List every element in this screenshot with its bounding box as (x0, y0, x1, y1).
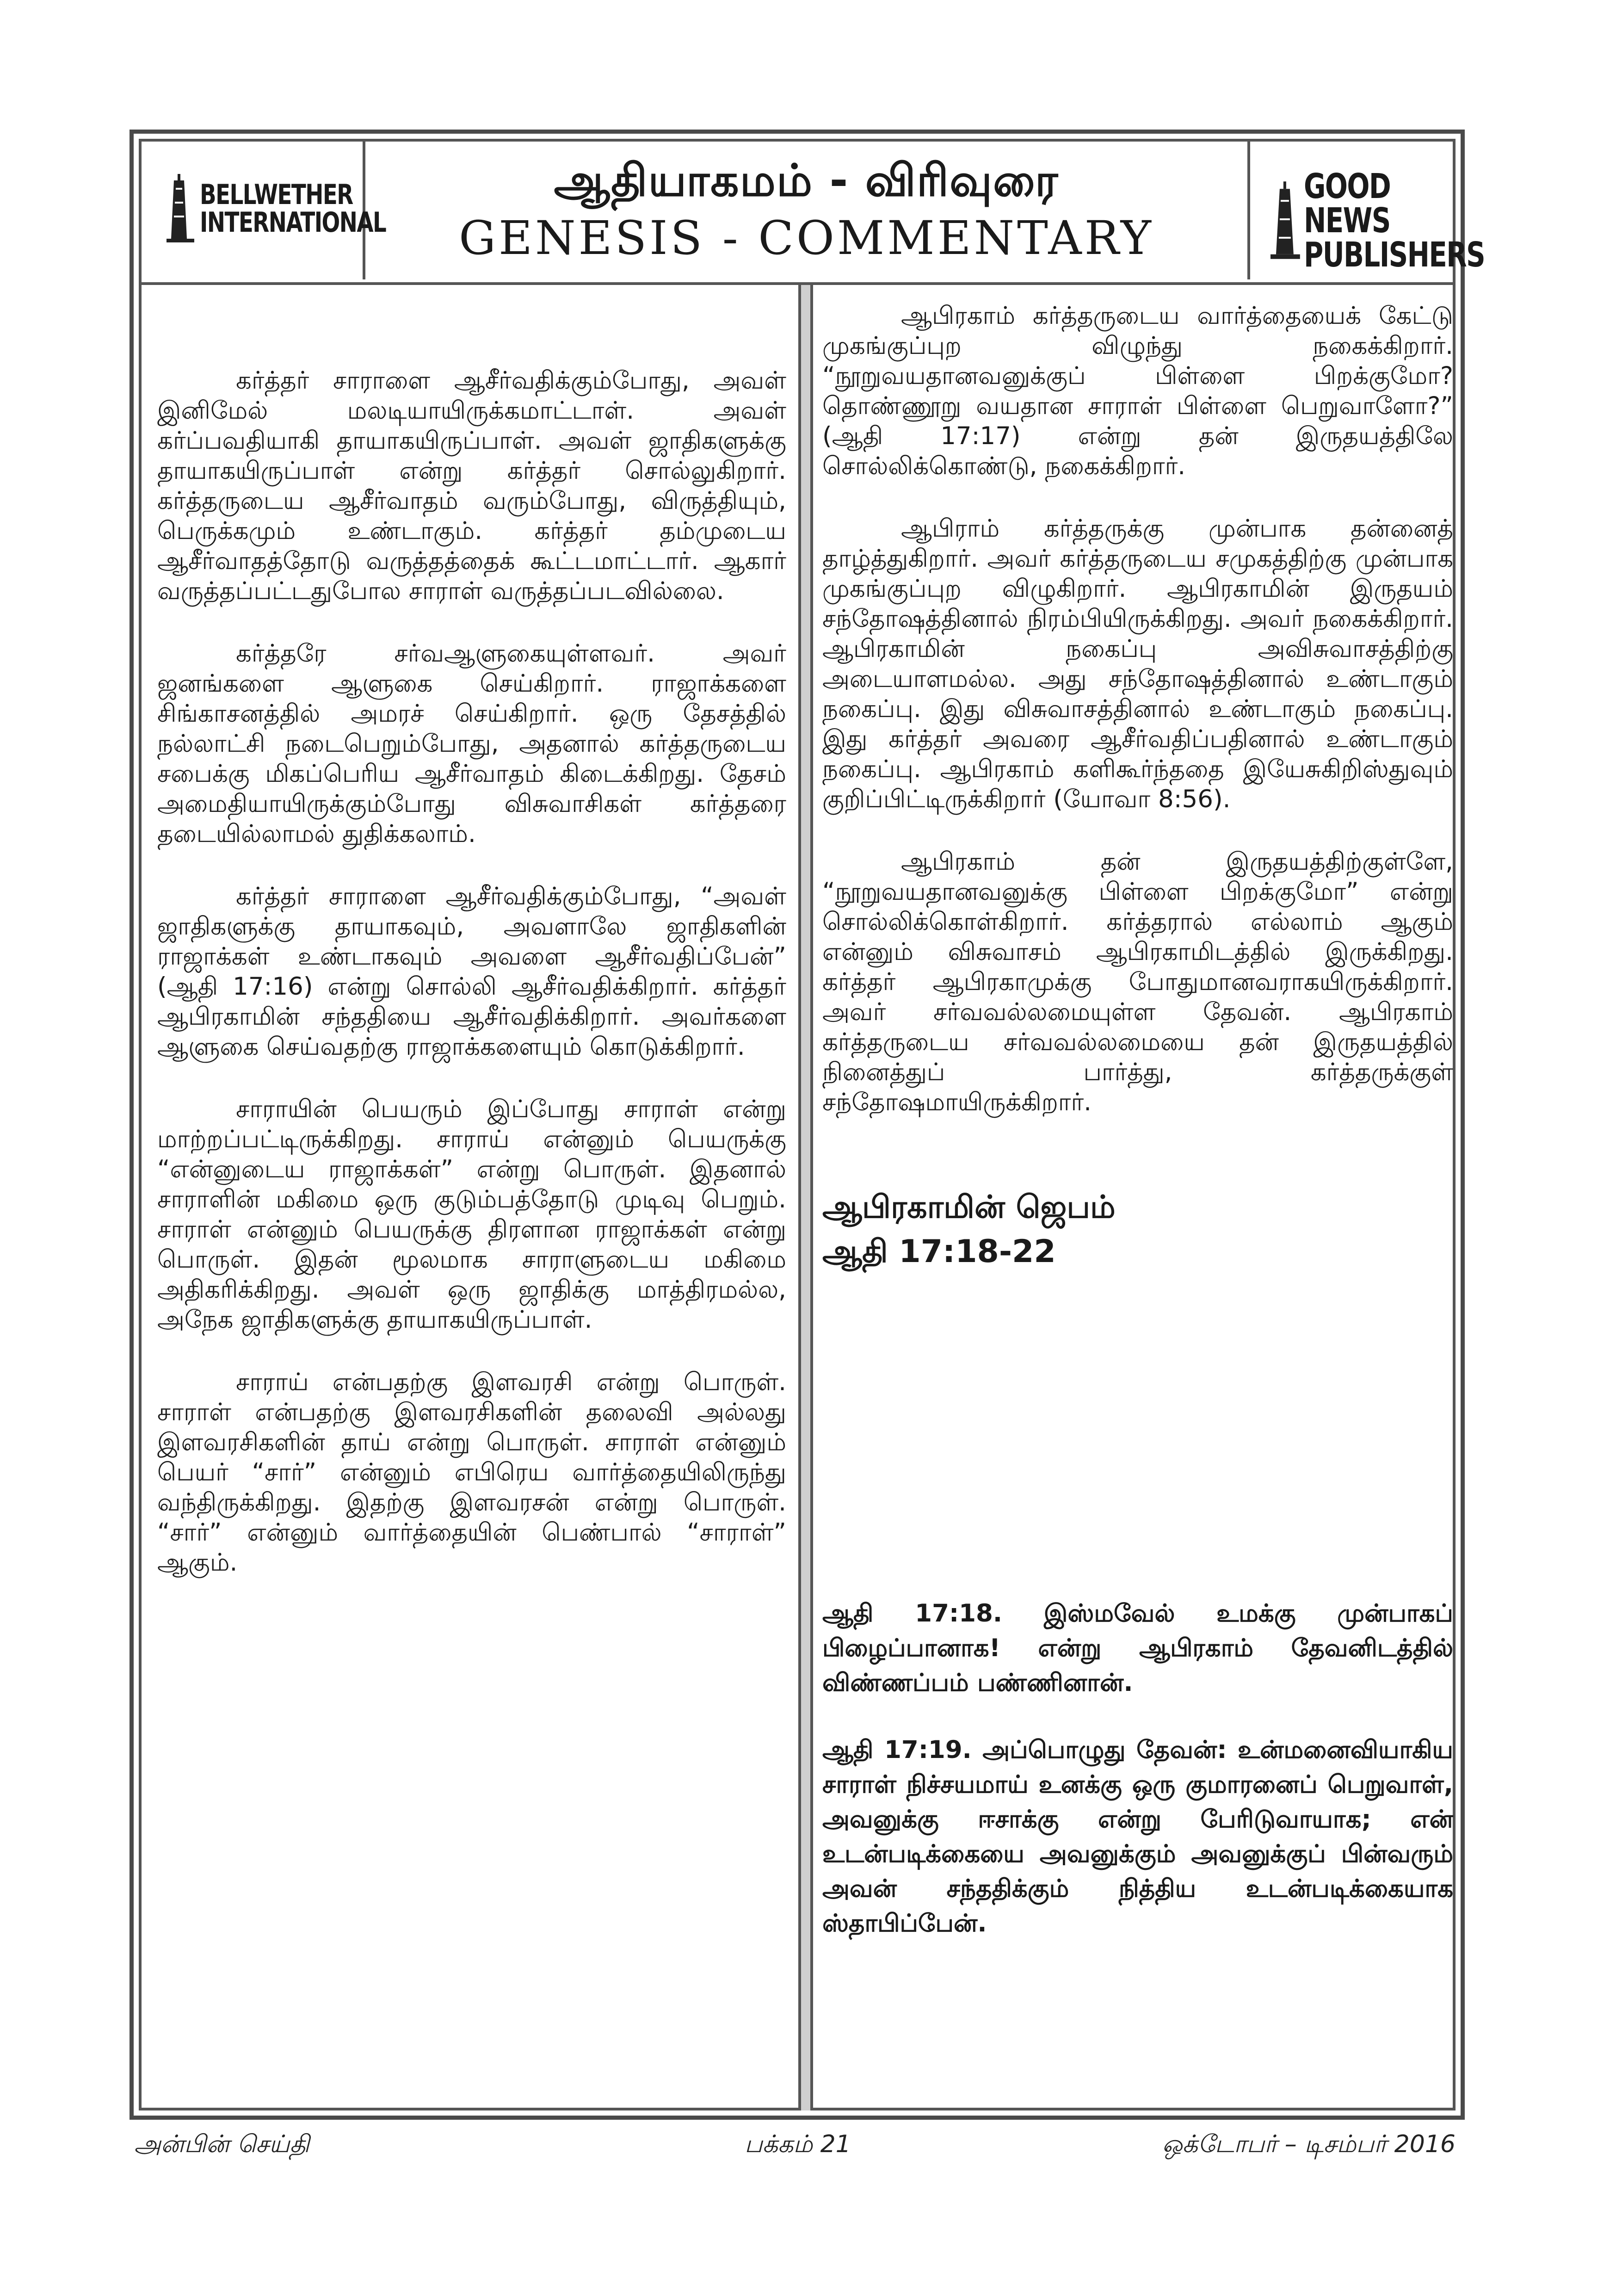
title-tamil: ஆதியாகமம் - விரிவுரை (554, 155, 1059, 206)
right-paragraph-3: ஆபிரகாம் தன் இருதயத்திற்குள்ளே, “நூறுவயதானவனுக்கு பிள்ளை பிறக்குமோ” என்று சொல்லிக்கொள்கிறார். கர்த்தரால் எல்லாம் ஆகும் என்னும் விசுவாசம் ஆபிரகாமிடத்தில் இருக்கிறது. கர்த்தர் ஆபிரகாமுக்கு போதுமானவராகயிருக்கிறார். அவர் சர்வவல்லமையுள்ள தேவன். ஆபிரகாம் கர்த்தருடைய சர்வவல்லமையை தன் இருதயத்தில் நினைத்துப் பார்த்து, கர்த்தருக்குள் சந்தோஷமாயிருக்கிறார். (822, 848, 1453, 1116)
logo-right-line1: GOOD NEWS (1303, 167, 1390, 241)
left-column-text (157, 365, 786, 1610)
bell-tower-icon (165, 174, 197, 243)
scripture-verses (822, 1596, 1453, 1973)
page-header (139, 139, 1485, 282)
header-title-block (365, 142, 1247, 279)
verse-17-18: ஆதி 17:18. இஸ்மவேல் உமக்கு முன்பாகப் பிழைப்பானாக! என்று ஆபிரகாம் தேவனிடத்தில் விண்ணப்பம் பண்ணினான். (822, 1599, 1453, 1697)
tower-icon (1269, 181, 1302, 260)
good-news-logo-text (1303, 167, 1485, 275)
section-heading-reference: ஆதி 17:18-22 (822, 1233, 1056, 1270)
logo-right-line2: PUBLISHERS (1303, 235, 1485, 275)
verse-17-19: ஆதி 17:19. அப்பொழுது தேவன்: உன்மனைவியாகிய சாராள் நிச்சயமாய் உனக்கு ஒரு குமாரனைப் பெறுவாள், அவனுக்கு ஈசாக்கு என்று பேரிடுவாயாக; என் உடன்படிக்கையை அவனுக்கும் அவனுக்குப் பின்வரும் அவன் சந்ததிக்கும் நித்திய உடன்படிக்கையாக ஸ்தாபிப்பேன். (822, 1736, 1453, 1937)
left-paragraph-2: கர்த்தரே சர்வஆளுகையுள்ளவர். அவர் ஜனங்களை ஆளுகை செய்கிறார். ராஜாக்களை சிங்காசனத்தில் அமரச் செய்கிறார். ஒரு தேசத்தில் நல்லாட்சி நடைபெறும்போது, அதனால் கர்த்தருடைய சபைக்கு மிகப்பெரிய ஆசீர்வாதம் கிடைக்கிறது. தேசம் அமைதியாயிருக்கும்போது விசுவாசிகள் கர்த்தரை தடையில்லாமல் துதிக்கலாம். (157, 639, 786, 848)
left-paragraph-1: கர்த்தர் சாராளை ஆசீர்வதிக்கும்போது, அவள் இனிமேல் மலடியாயிருக்கமாட்டாள். அவள் கர்ப்பவதியாகி தாயாகயிருப்பாள். அவள் ஜாதிகளுக்கு தாயாகயிருப்பாள் என்று கர்த்தர் சொல்லுகிறார். கர்த்தருடைய ஆசீர்வாதம் வரும்போது, விருத்தியும், பெருக்கமும் உண்டாகும். கர்த்தர் தம்முடைய ஆசீர்வாதத்தோடு வருத்தத்தைக் கூட்டமாட்டார். ஆகார் வருத்தப்பட்டதுபோல சாராள் வருத்தப்படவில்லை. (157, 366, 786, 605)
page-footer (130, 2130, 1465, 2167)
logo-left-line1: BELLWETHER (200, 179, 353, 211)
footer-page-number: பக்கம் 21 (745, 2130, 851, 2158)
footer-magazine-name: அன்பின் செய்தி (134, 2130, 310, 2158)
publisher-logo-right (1247, 142, 1485, 279)
column-gutter (801, 285, 810, 2110)
good-news-logo (1269, 167, 1536, 275)
column-divider (810, 285, 813, 2110)
section-heading-title: ஆபிரகாமின் ஜெபம் (822, 1189, 1116, 1225)
title-english: GENESIS - COMMENTARY (459, 211, 1154, 265)
logo-left-line2: INTERNATIONAL (200, 206, 386, 239)
publisher-logo-left (142, 142, 386, 279)
left-paragraph-5: சாராய் என்பதற்கு இளவரசி என்று பொருள். சாராள் என்பதற்கு இளவரசிகளின் தலைவி அல்லது இளவரசிகளின் தாய் என்று பொருள். சாராள் என்னும் பெயர் “சார்” என்னும் எபிரெய வார்த்தையிலிருந்து வந்திருக்கிறது. இதற்கு இளவரசன் என்று பொருள். “சார்” என்னும் வார்த்தையின் பெண்பால் “சாராள்” ஆகும். (157, 1368, 786, 1577)
right-paragraph-2: ஆபிராம் கர்த்தருக்கு முன்பாக தன்னைத் தாழ்த்துகிறார். அவர் கர்த்தருடைய சமுகத்திற்கு முன்பாக முகங்குப்புற விழுகிறார். ஆபிரகாமின் இருதயம் சந்தோஷத்தினால் நிரம்பியிருக்கிறது. அவர் நகைக்கிறார். ஆபிரகாமின் நகைப்பு அவிசுவாசத்திற்கு அடையாளமல்ல. அது சந்தோஷத்தினால் உண்டாகும் நகைப்பு. இது விசுவாசத்தினால் உண்டாகும் நகைப்பு. இது கர்த்தர் அவரை ஆசீர்வதிப்பதினால் உண்டாகும் நகைப்பு. ஆபிரகாம் களிகூர்ந்ததை இயேசுகிறிஸ்துவும் குறிப்பிட்டிருக்கிறார் (யோவா 8:56). (822, 514, 1453, 813)
left-paragraph-4: சாராயின் பெயரும் இப்போது சாராள் என்று மாற்றப்பட்டிருக்கிறது. சாராய் என்னும் பெயருக்கு “என்னுடைய ராஜாக்கள்” என்று பொருள். இதனால் சாராளின் மகிமை ஒரு குடும்பத்தோடு முடிவு பெறும். சாராள் என்னும் பெயருக்கு திரளான ராஜாக்கள் என்று பொருள். இதன் மூலமாக சாராளுடைய மகிமை அதிகரிக்கிறது. அவள் ஒரு ஜாதிக்கு மாத்திரமல்ல, அநேக ஜாதிகளுக்கு தாயாகயிருப்பாள். (157, 1095, 786, 1334)
left-paragraph-3: கர்த்தர் சாராளை ஆசீர்வதிக்கும்போது, “அவள் ஜாதிகளுக்கு தாயாகவும், அவளாலே ஜாதிகளின் ராஜாக்கள் உண்டாகவும் அவளை ஆசீர்வதிப்பேன்” (ஆதி 17:16) என்று சொல்லி ஆசீர்வதிக்கிறார். கர்த்தர் ஆபிரகாமின் சந்ததியை ஆசீர்வதிக்கிறார். அவர்களை ஆளுகை செய்வதற்கு ராஜாக்களையும் கொடுக்கிறார். (157, 882, 786, 1061)
right-column-text (822, 301, 1453, 1150)
footer-issue-date: ஒக்டோபர் – டிசம்பர் 2016 (1162, 2130, 1456, 2158)
section-heading (822, 1185, 1453, 1274)
bellwether-logo-text (200, 179, 386, 239)
right-paragraph-1: ஆபிரகாம் கர்த்தருடைய வார்த்தையைக் கேட்டு முகங்குப்புற விழுந்து நகைக்கிறார். “நூறுவயதானவனுக்குப் பிள்ளை பிறக்குமோ? தொண்ணூறு வயதான சாராள் பிள்ளை பெறுவாளோ?” (ஆதி 17:17) என்று தன் இருதயத்திலே சொல்லிக்கொண்டு, நகைக்கிறார். (822, 302, 1453, 480)
